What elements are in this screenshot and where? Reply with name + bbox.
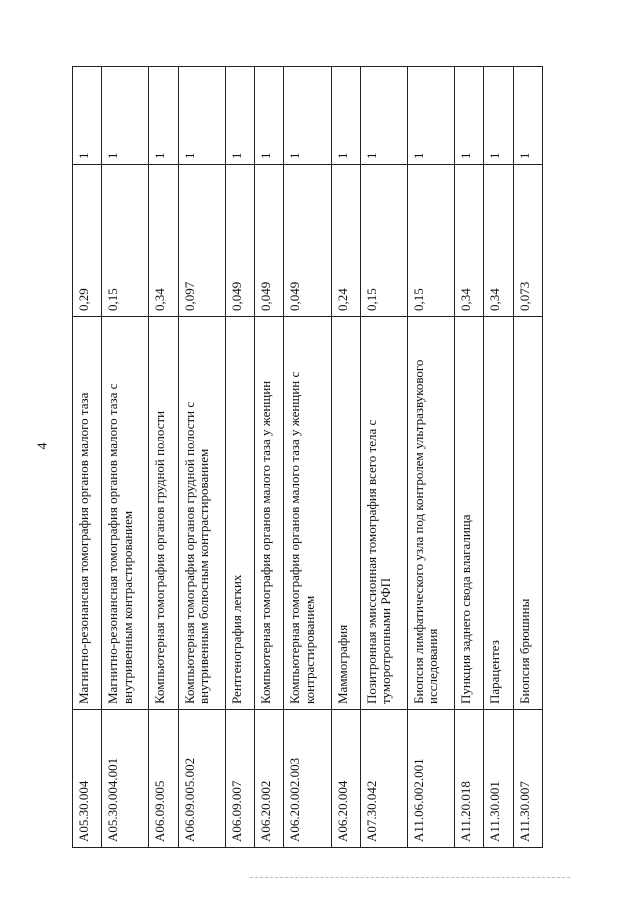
table-row xyxy=(102,67,149,848)
cell-code: A11.30.001 xyxy=(484,710,513,848)
table-row xyxy=(225,67,254,848)
cell-code: A06.20.002.003 xyxy=(284,710,331,848)
cell-count: 1 xyxy=(178,67,225,165)
cell-code: A06.09.005 xyxy=(149,710,178,848)
cell-name: Магнитно-резонансная томография органов малого таза с внутривенным контрастированием xyxy=(102,317,149,710)
cell-count: 1 xyxy=(225,67,254,165)
cell-name: Рентгенография легких xyxy=(225,317,254,710)
cell-count: 1 xyxy=(407,67,454,165)
cell-count: 1 xyxy=(255,67,284,165)
cell-value: 0,049 xyxy=(225,165,254,317)
cell-value: 0,34 xyxy=(484,165,513,317)
cell-name: Маммография xyxy=(331,317,360,710)
cell-count: 1 xyxy=(102,67,149,165)
table-row xyxy=(255,67,284,848)
table-row xyxy=(484,67,513,848)
cell-name: Компьютерная томография органов малого таза у женщин xyxy=(255,317,284,710)
cell-code: A06.20.004 xyxy=(331,710,360,848)
services-table xyxy=(72,66,543,848)
cell-value: 0,34 xyxy=(455,165,484,317)
cell-count: 1 xyxy=(484,67,513,165)
cell-code: A06.09.005.002 xyxy=(178,710,225,848)
table-row xyxy=(149,67,178,848)
cell-code: A06.09.007 xyxy=(225,710,254,848)
cell-value: 0,15 xyxy=(102,165,149,317)
cell-count: 1 xyxy=(360,67,407,165)
cell-name: Компьютерная томография органов грудной полости xyxy=(149,317,178,710)
cell-count: 1 xyxy=(149,67,178,165)
cell-count: 1 xyxy=(455,67,484,165)
table-row xyxy=(455,67,484,848)
table-row xyxy=(73,67,102,848)
page-number: 4 xyxy=(35,442,51,450)
cell-value: 0,29 xyxy=(73,165,102,317)
cell-count: 1 xyxy=(284,67,331,165)
cell-value: 0,049 xyxy=(255,165,284,317)
cell-name: Биопсия брюшины xyxy=(513,317,542,710)
cell-code: A06.20.002 xyxy=(255,710,284,848)
table-row xyxy=(178,67,225,848)
table-row xyxy=(360,67,407,848)
table-row xyxy=(513,67,542,848)
cell-code: A11.20.018 xyxy=(455,710,484,848)
cell-value: 0,097 xyxy=(178,165,225,317)
cell-count: 1 xyxy=(331,67,360,165)
cell-name: Компьютерная томография органов грудной полости с внутривенным болюсным контрастированием xyxy=(178,317,225,710)
table-row xyxy=(331,67,360,848)
scan-line xyxy=(250,877,570,878)
cell-count: 1 xyxy=(73,67,102,165)
cell-name: Парацентез xyxy=(484,317,513,710)
cell-name: Позитронная эмиссионная томография всего тела с туморотропными РФП xyxy=(360,317,407,710)
table-row xyxy=(407,67,454,848)
cell-value: 0,24 xyxy=(331,165,360,317)
cell-name: Пункция заднего свода влагалища xyxy=(455,317,484,710)
cell-code: A11.06.002.001 xyxy=(407,710,454,848)
services-table-container xyxy=(72,67,543,848)
cell-value: 0,34 xyxy=(149,165,178,317)
cell-code: A05.30.004 xyxy=(73,710,102,848)
cell-value: 0,073 xyxy=(513,165,542,317)
table-row xyxy=(284,67,331,848)
cell-code: A05.30.004.001 xyxy=(102,710,149,848)
cell-value: 0,049 xyxy=(284,165,331,317)
cell-name: Биопсия лимфатического узла под контролем ультразвукового исследования xyxy=(407,317,454,710)
cell-value: 0,15 xyxy=(360,165,407,317)
table-body xyxy=(73,67,543,848)
cell-name: Магнитно-резонансная томография органов малого таза xyxy=(73,317,102,710)
cell-code: A11.30.007 xyxy=(513,710,542,848)
cell-name: Компьютерная томография органов малого таза у женщин с контрастированием xyxy=(284,317,331,710)
cell-code: A07.30.042 xyxy=(360,710,407,848)
cell-value: 0,15 xyxy=(407,165,454,317)
cell-count: 1 xyxy=(513,67,542,165)
